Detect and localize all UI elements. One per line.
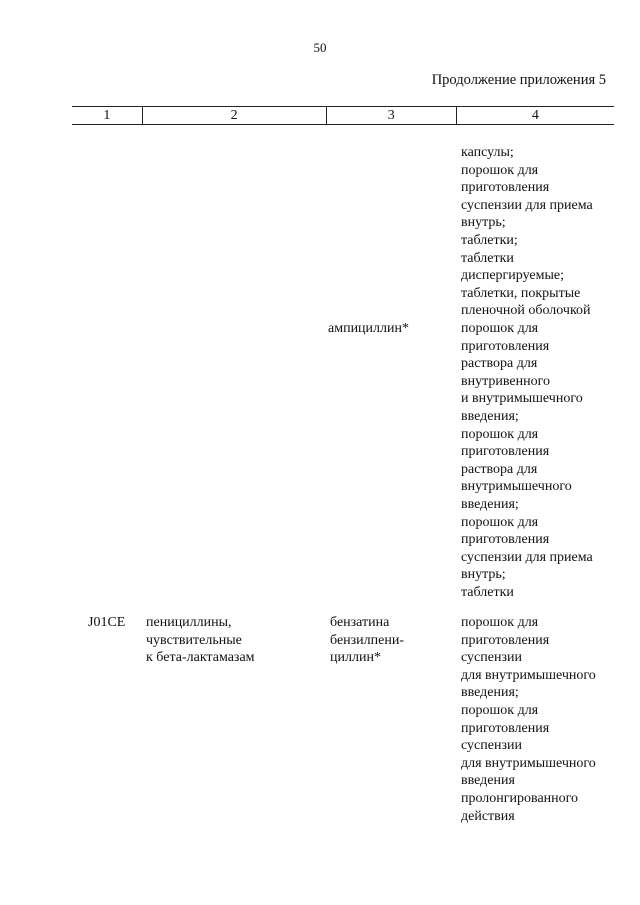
form-line: для внутримышечного — [461, 667, 596, 683]
column-header-1: 1 — [72, 107, 142, 125]
form-line: внутривенного — [461, 373, 551, 389]
atc-code: J01CE — [88, 615, 126, 630]
form-line: внутримышечного — [461, 479, 572, 495]
group-line: пенициллины, — [146, 615, 232, 630]
form-line: суспензии — [461, 738, 522, 754]
form-line: капсулы; — [461, 145, 514, 160]
column-header-4: 4 — [456, 107, 614, 125]
form-line: таблетки, покрытые — [461, 285, 581, 301]
drug-line: бензилпени- — [330, 632, 405, 648]
drug-ampicillin: ампициллин* — [328, 321, 409, 336]
drug-benzathine-benzylpenicillin — [330, 614, 404, 667]
form-line: и внутримышечного — [461, 391, 583, 407]
form-line: введения; — [461, 496, 519, 512]
form-line: приготовления — [461, 444, 550, 460]
form-line: для внутримышечного — [461, 755, 596, 771]
form-line: приготовления — [461, 180, 550, 196]
form-line: суспензии для приема — [461, 549, 593, 565]
drug-line: циллин* — [330, 650, 381, 666]
form-line: приготовления — [461, 532, 550, 548]
form-line: приготовления — [461, 720, 550, 736]
form-line: пролонгированного — [461, 790, 579, 806]
form-line: раствора для — [461, 356, 538, 372]
form-line: раствора для — [461, 461, 538, 477]
form-line: диспергируемые; — [461, 268, 564, 284]
drug-line: бензатина — [330, 615, 390, 630]
form-line: таблетки — [461, 584, 514, 600]
form-line: таблетки; — [461, 232, 518, 248]
form-line: таблетки — [461, 250, 514, 266]
group-line: к бета-лактамазам — [146, 650, 255, 666]
column-header-row — [72, 107, 614, 125]
column-header-3: 3 — [326, 107, 456, 125]
forms-top-list — [461, 144, 593, 320]
form-line: введения — [461, 773, 515, 789]
form-line: введения; — [461, 685, 519, 701]
form-line: действия — [461, 808, 515, 824]
form-line: порошок для — [461, 702, 539, 718]
form-line: суспензии — [461, 650, 522, 666]
form-line: внутрь; — [461, 567, 506, 583]
column-header-table — [72, 106, 614, 125]
pharmacological-group — [146, 614, 255, 667]
form-line: приготовления — [461, 338, 550, 354]
form-line: приготовления — [461, 632, 550, 648]
page-number: 50 — [313, 40, 327, 55]
forms-benzathine-list — [461, 614, 596, 825]
column-header-2: 2 — [142, 107, 326, 125]
form-line: порошок для — [461, 321, 539, 336]
forms-ampicillin-list — [461, 320, 593, 602]
continuation-title: Продолжение приложения 5 — [431, 72, 606, 88]
form-line: введения; — [461, 408, 519, 424]
form-line: суспензии для приема — [461, 197, 593, 213]
form-line: порошок для — [461, 162, 539, 178]
form-line: порошок для — [461, 514, 539, 530]
form-line: внутрь; — [461, 215, 506, 231]
form-line: пленочной оболочкой — [461, 303, 591, 319]
group-line: чувствительные — [146, 632, 242, 648]
form-line: порошок для — [461, 615, 539, 630]
form-line: порошок для — [461, 426, 539, 442]
